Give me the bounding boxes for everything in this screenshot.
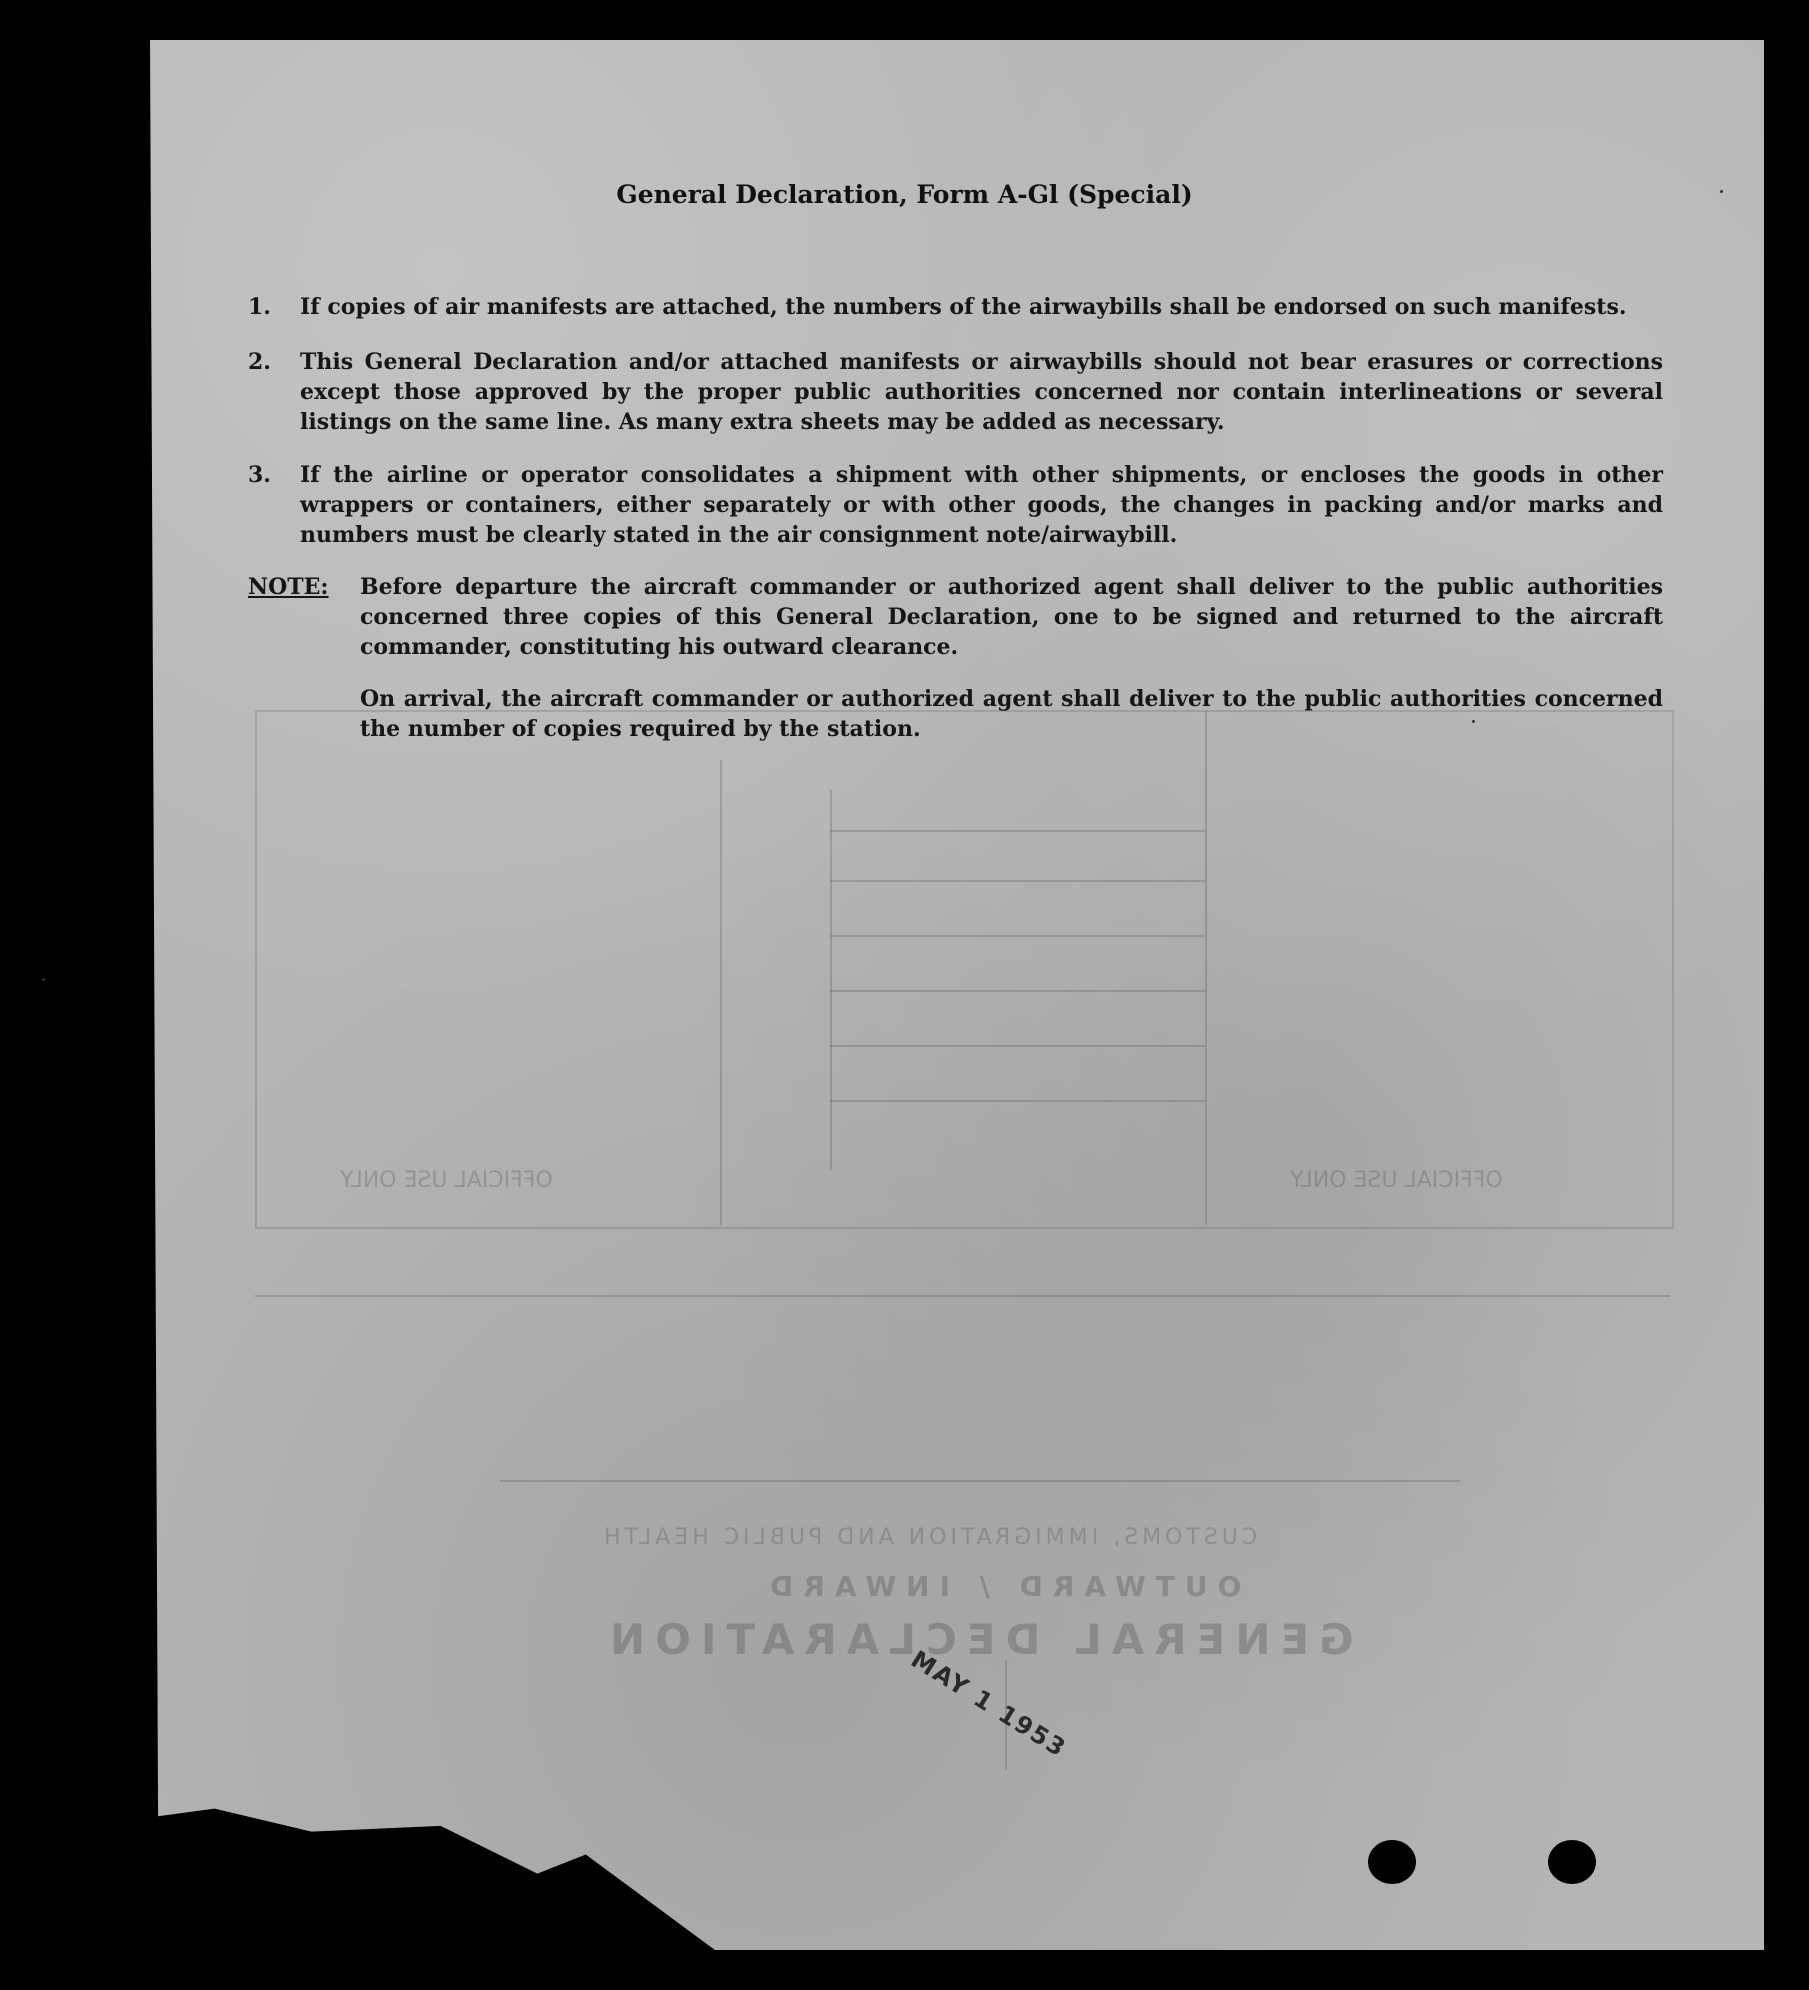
note-paragraph: On arrival, the aircraft commander or authorized agent shall deliver to the public authorities concerned the number of copies required by the station. — [360, 686, 1663, 742]
form-title: General Declaration, Form A-Gl (Special) — [616, 180, 1193, 209]
note-label: NOTE: — [248, 574, 329, 600]
item-number: 1. — [248, 294, 271, 320]
bleed-through-rule — [830, 990, 1205, 992]
speck — [1720, 190, 1723, 193]
bleed-through-rule — [830, 790, 832, 1170]
list-item — [248, 292, 1663, 324]
note-paragraph: Before departure the aircraft commander or authorized agent shall deliver to the public authorities concerned three copies of this General Declaration, one to be signed and returned to the aircraft commander, constituting his outward clearance. — [360, 574, 1663, 660]
item-text: If the airline or operator consolidates a shipment with other shipments, or encloses the goods in other wrappers or containers, either separately or with other goods, the changes in packing and/or marks and numbers must be clearly stated in the air consignment note/airwaybill. — [300, 462, 1663, 548]
item-text: This General Declaration and/or attached manifests or airwaybills should not bear erasures or corrections except those approved by the proper public authorities concerned nor contain interlineations or several listings on the same line. As many extra sheets may be added as necessary. — [300, 349, 1663, 435]
bleed-through-table — [255, 710, 1674, 1229]
bleed-through-rule — [500, 1480, 1460, 1482]
punch-hole — [1368, 1840, 1416, 1884]
item-number: 3. — [248, 462, 271, 488]
bleed-through-rule — [830, 830, 1205, 832]
bleed-through-official-left: OFFICIAL USE ONLY — [340, 1168, 553, 1193]
received-stamp: MAY 1 1953 — [906, 1645, 1072, 1763]
punch-hole — [1548, 1840, 1596, 1884]
bleed-through-rule — [830, 935, 1205, 937]
speck — [1472, 720, 1475, 723]
bleed-through-official-right: OFFICIAL USE ONLY — [1290, 1168, 1503, 1193]
list-item — [248, 347, 1663, 439]
speck — [42, 978, 45, 981]
bleed-through-heading: GENERAL DECLARATION — [600, 1615, 1354, 1664]
bleed-through-rule — [1205, 710, 1207, 1225]
list-item — [248, 460, 1663, 552]
bleed-through-line: CUSTOMS, IMMIGRATION AND PUBLIC HEALTH — [600, 1525, 1258, 1550]
bleed-through-rule — [830, 880, 1205, 882]
bleed-through-rule — [255, 1295, 1670, 1297]
note-block — [248, 572, 1663, 664]
bleed-through-rule — [830, 1100, 1205, 1102]
note-block — [248, 684, 1663, 746]
item-number: 2. — [248, 349, 271, 375]
bleed-through-subheading: OUTWARD / INWARD — [760, 1570, 1242, 1603]
bleed-through-rule — [830, 1045, 1205, 1047]
bleed-through-rule — [720, 760, 722, 1225]
item-text: If copies of air manifests are attached, the numbers of the airwaybills shall be endorsed on such manifests. — [300, 294, 1627, 320]
